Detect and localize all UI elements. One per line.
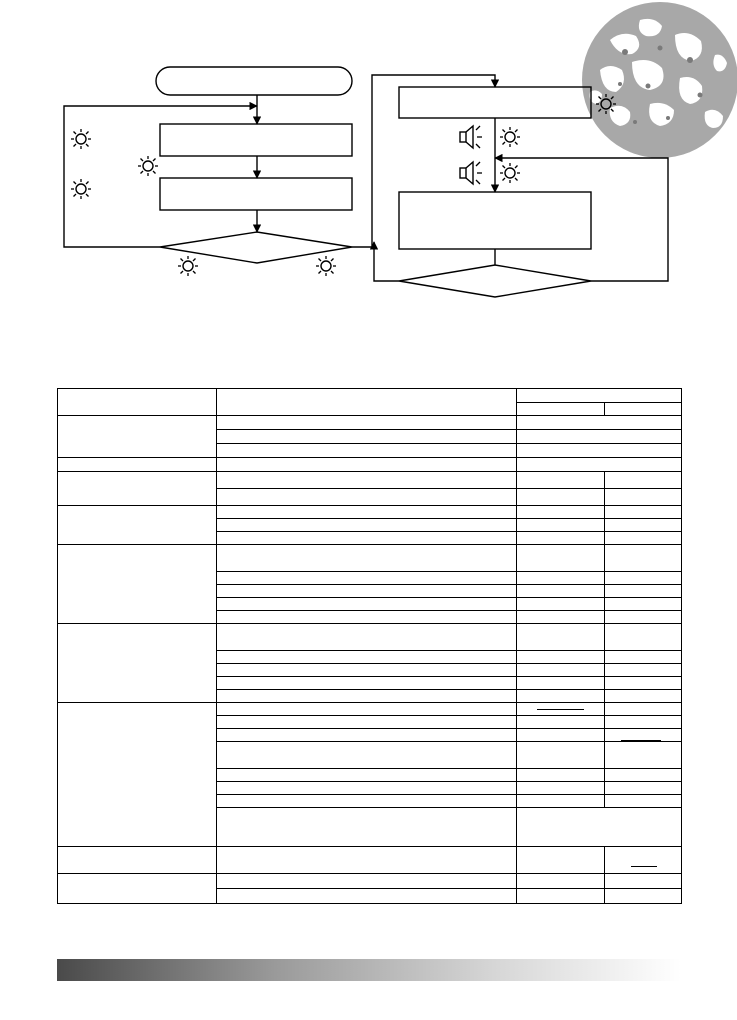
value-line [537, 709, 584, 710]
table-cell [217, 703, 517, 716]
table-row [58, 506, 682, 519]
table-cell [517, 664, 605, 677]
table-cell [58, 506, 217, 545]
right-process [399, 192, 591, 249]
lamp-icon [316, 256, 336, 276]
table-cell [517, 651, 605, 664]
start-terminal [156, 67, 352, 95]
table-cell [217, 416, 517, 430]
table-cell [605, 795, 682, 808]
table-row [58, 874, 682, 889]
table-cell [605, 403, 682, 416]
table-cell [517, 519, 605, 532]
table-cell [605, 729, 682, 742]
table-cell [217, 664, 517, 677]
table-cell [217, 472, 517, 489]
table-cell [517, 416, 682, 430]
table-cell [58, 703, 217, 847]
footer-gradient-bar [57, 959, 681, 981]
table-cell [517, 506, 605, 519]
table-cell [217, 572, 517, 585]
table-cell [605, 624, 682, 651]
table-cell [517, 489, 605, 506]
table-cell [605, 598, 682, 611]
table-cell [217, 489, 517, 506]
value-line [631, 866, 657, 867]
table-cell [605, 572, 682, 585]
table-cell [58, 874, 217, 904]
table-cell [58, 389, 217, 416]
table-cell [605, 742, 682, 769]
table-cell [217, 795, 517, 808]
table-cell [517, 847, 605, 874]
speaker-icon [460, 126, 482, 148]
table-cell [217, 729, 517, 742]
table-cell [605, 703, 682, 716]
table-cell [58, 847, 217, 874]
table-cell [605, 716, 682, 729]
table-cell [217, 651, 517, 664]
globe-decoration [582, 2, 737, 158]
table-cell [605, 874, 682, 889]
table-cell [217, 690, 517, 703]
table-cell [517, 545, 605, 572]
table-cell [605, 519, 682, 532]
table-cell [517, 795, 605, 808]
table-cell [517, 598, 605, 611]
table-cell [517, 611, 605, 624]
table-cell [217, 782, 517, 795]
table-row [58, 703, 682, 716]
table-cell [58, 472, 217, 506]
table-cell [217, 598, 517, 611]
table-cell [217, 585, 517, 598]
table-cell [605, 585, 682, 598]
table-cell [605, 532, 682, 545]
table-cell [217, 847, 517, 874]
table-cell [517, 782, 605, 795]
table-cell [217, 742, 517, 769]
table-cell [517, 889, 605, 904]
table-cell [517, 690, 605, 703]
table-cell [605, 611, 682, 624]
table-cell [517, 585, 605, 598]
left-step-1 [160, 124, 352, 156]
table-cell [517, 677, 605, 690]
table-cell [217, 677, 517, 690]
left-step-2 [160, 178, 352, 210]
left-decision [160, 232, 352, 263]
table-cell [605, 506, 682, 519]
table-cell [217, 532, 517, 545]
table-cell [217, 611, 517, 624]
table-cell [217, 545, 517, 572]
table-cell [517, 729, 605, 742]
table-cell [217, 624, 517, 651]
table-cell [217, 506, 517, 519]
table-row [58, 458, 682, 472]
table-header-row [58, 389, 682, 403]
table-cell [517, 716, 605, 729]
right-step-1 [399, 87, 591, 118]
table-row [58, 472, 682, 489]
table-cell [217, 808, 517, 847]
lamp-icon [138, 156, 158, 176]
table-cell [517, 389, 682, 403]
table-cell [58, 416, 217, 458]
table-cell [217, 458, 517, 472]
table-cell [58, 458, 217, 472]
table-cell [517, 874, 605, 889]
table-cell [605, 782, 682, 795]
lamp-icon [178, 256, 198, 276]
lamp-icon [500, 163, 520, 183]
table-cell [517, 572, 605, 585]
speaker-icon [460, 162, 482, 184]
table-cell [605, 664, 682, 677]
table-cell [517, 769, 605, 782]
lamp-icon [71, 179, 91, 199]
flowchart [0, 0, 737, 320]
table-cell [517, 403, 605, 416]
table-cell [605, 677, 682, 690]
table-cell [517, 472, 605, 489]
table-cell [58, 624, 217, 703]
table-cell [517, 808, 682, 847]
table-cell [217, 874, 517, 889]
table-cell [605, 472, 682, 489]
table-cell [517, 703, 605, 716]
table-cell [517, 430, 682, 444]
table-cell [217, 389, 517, 416]
table-cell [605, 545, 682, 572]
table-cell [517, 624, 605, 651]
table-cell [217, 430, 517, 444]
table-row [58, 624, 682, 651]
table-cell [58, 545, 217, 624]
lamp-icon [500, 127, 520, 147]
table-cell [217, 769, 517, 782]
table-cell [517, 444, 682, 458]
table-cell [605, 847, 682, 874]
table-cell [217, 444, 517, 458]
table-row [58, 545, 682, 572]
right-decision [399, 265, 591, 297]
table-row [58, 416, 682, 430]
table-cell [605, 889, 682, 904]
table-cell [605, 769, 682, 782]
table-cell [217, 889, 517, 904]
table-cell [517, 458, 682, 472]
lamp-icon [71, 129, 91, 149]
table-cell [605, 690, 682, 703]
table-cell [605, 651, 682, 664]
table-cell [217, 519, 517, 532]
table-cell [517, 742, 605, 769]
table-cell [517, 532, 605, 545]
table-cell [217, 716, 517, 729]
settings-table [57, 388, 682, 904]
table-cell [605, 489, 682, 506]
table-row [58, 847, 682, 874]
